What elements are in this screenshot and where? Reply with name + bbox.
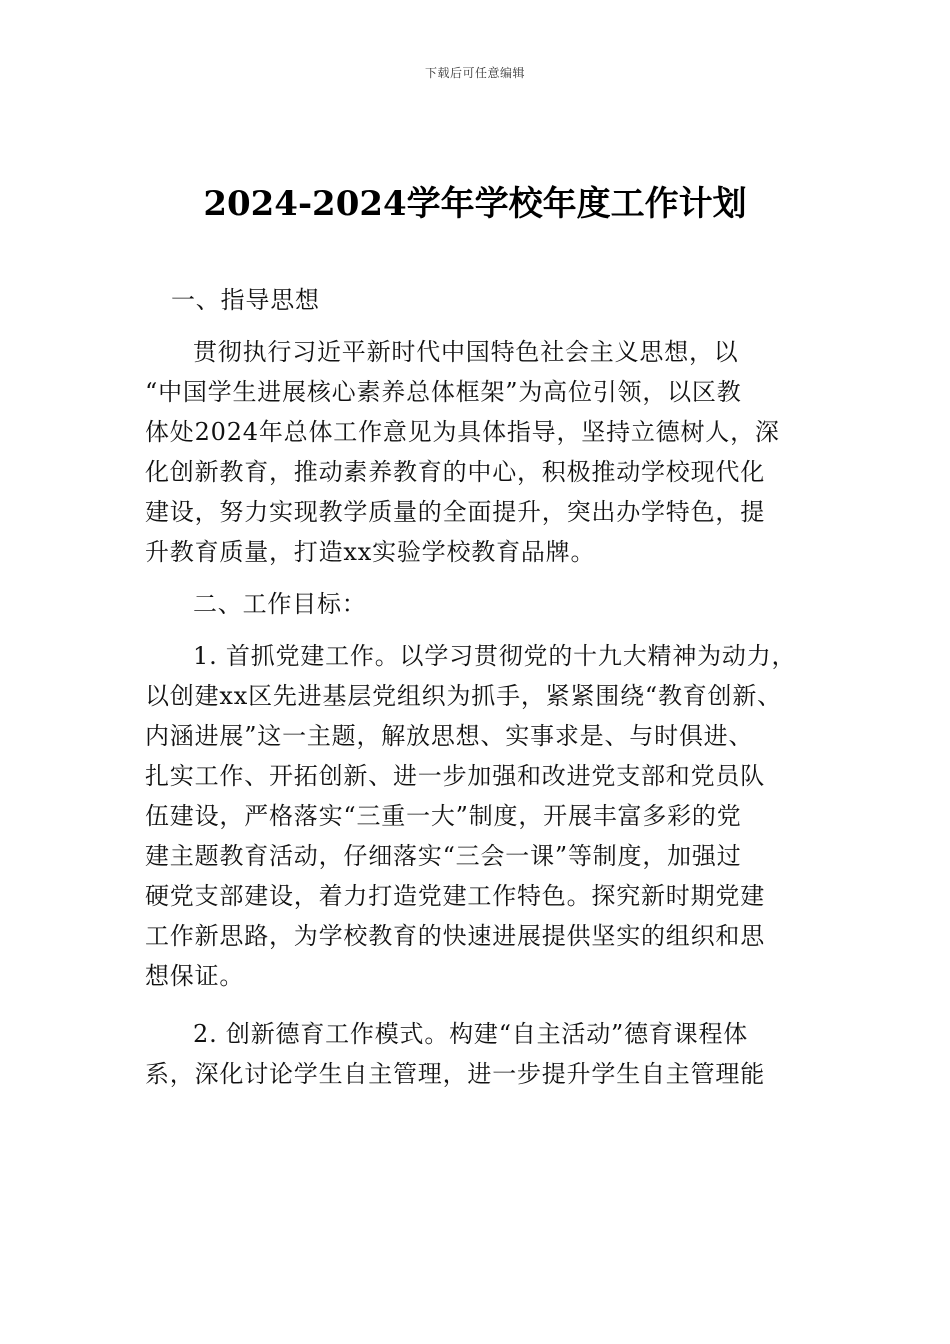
document-body: [145, 280, 810, 1094]
paragraph-line: 贯彻执行习近平新时代中国特色社会主义思想，以: [193, 338, 739, 366]
paragraph-guiding-ideology: [145, 332, 810, 572]
paragraph-line: 建设，努力实现教学质量的全面提升，突出办学特色，提: [145, 498, 765, 526]
section-heading-guiding-ideology: 一、指导思想: [171, 286, 320, 314]
document-title: 2024-2024学年学校年度工作计划: [203, 184, 747, 224]
paragraph-line: 伍建设，严格落实“三重一大”制度，开展丰富多彩的党: [145, 802, 742, 830]
paragraph-line: 建主题教育活动，仔细落实“三会一课”等制度，加强过: [145, 842, 742, 870]
paragraph-line: “中国学生进展核心素养总体框架”为高位引领，以区教: [145, 378, 742, 406]
paragraph-line: 内涵进展”这一主题，解放思想、实事求是、与时俱进、: [145, 722, 754, 750]
paragraph-line: 1. 首抓党建工作。以学习贯彻党的十九大精神为动力，: [193, 642, 797, 670]
paragraph-line: 化创新教育，推动素养教育的中心，积极推动学校现代化: [145, 458, 765, 486]
paragraph-line: 体处2024年总体工作意见为具体指导，坚持立德树人，深: [145, 418, 780, 446]
section-heading-work-goals: 二、工作目标：: [193, 590, 367, 618]
paragraph-line: 想保证。: [145, 962, 245, 990]
paragraph-line: 扎实工作、开拓创新、进一步加强和改进党支部和党员队: [145, 762, 765, 790]
paragraph-moral-education: [145, 1014, 810, 1094]
paragraph-line: 系，深化讨论学生自主管理，进一步提升学生自主管理能: [145, 1060, 765, 1088]
paragraph-line: 以创建xx区先进基层党组织为抓手，紧紧围绕“教育创新、: [145, 682, 782, 710]
paragraph-line: 2. 创新德育工作模式。构建“自主活动”德育课程体: [193, 1020, 749, 1048]
header-note: 下载后可任意编辑: [424, 66, 525, 80]
paragraph-line: 工作新思路，为学校教育的快速进展提供坚实的组织和思: [145, 922, 765, 950]
paragraph-party-building: [145, 636, 810, 996]
paragraph-line: 硬党支部建设，着力打造党建工作特色。探究新时期党建: [145, 882, 765, 910]
paragraph-line: 升教育质量，打造xx实验学校教育品牌。: [145, 538, 596, 566]
